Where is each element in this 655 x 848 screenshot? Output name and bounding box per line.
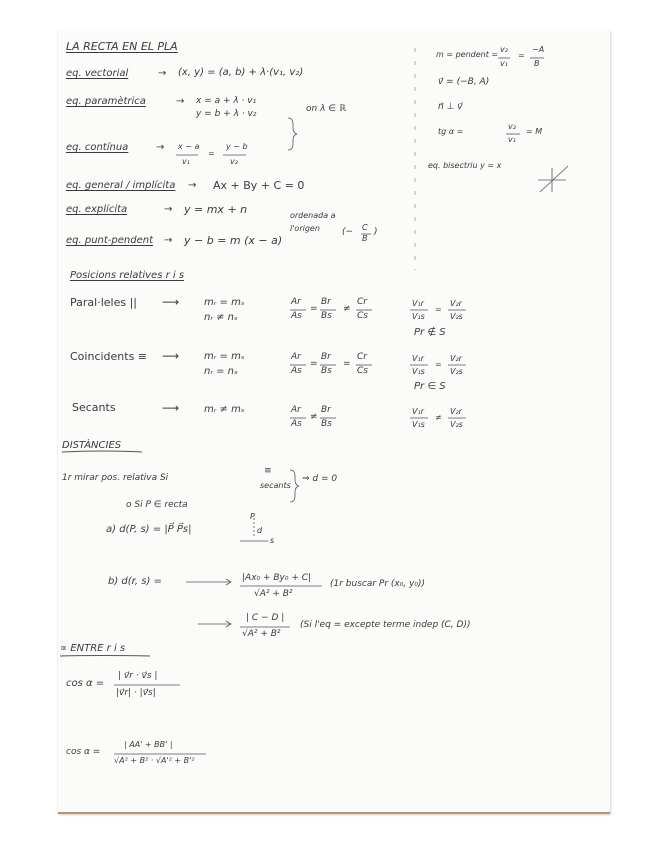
coincidents-op2: = (343, 359, 351, 369)
distances-b-num: |Ax₀ + By₀ + C| (242, 573, 312, 583)
side-tg-end: = M (526, 127, 543, 136)
secants-a-den: As (291, 419, 302, 429)
coincidents-c-den: Cs (357, 366, 368, 376)
coincidents-v1-num: V₁r (412, 354, 424, 363)
secants-vop: ≠ (435, 413, 442, 422)
eq-parametrica-label: eq. paramètrica (66, 96, 146, 107)
paraleles-line2: nᵣ ≠ nₛ (204, 312, 238, 323)
eq-explicita-label: eq. explícita (66, 204, 128, 215)
angle-cos2-den: √A² + B² · √A'² + B'² (114, 756, 195, 765)
eq-explicita-note1: ordenada a (290, 211, 336, 220)
secants-op1: ≠ (310, 412, 318, 422)
eq-vectorial-formula: (x, y) = (a, b) + λ·(v₁, v₂) (178, 67, 304, 78)
eq-parametrica-line1: x = a + λ · v₁ (196, 96, 257, 106)
eq-explicita-arrow: → (164, 204, 173, 215)
side-pendent-num: v₂ (500, 45, 508, 54)
eq-punt-pendent-arrow: → (164, 235, 173, 246)
paraleles-b-den: Bs (321, 311, 332, 321)
coincidents-line1: mᵣ = mₛ (204, 351, 245, 362)
distances-step1-b: secants (260, 481, 291, 490)
diagram-s: s (270, 536, 275, 545)
distances-step1-pre: 1r mirar pos. relativa Si (62, 473, 169, 483)
side-pendent-eq: = (518, 51, 525, 60)
side-pendent-label: m = pendent = (436, 50, 499, 59)
eq-parametrica-arrow: → (176, 96, 185, 107)
secants-v1-den: V₁s (412, 420, 425, 429)
coincidents-vop: = (435, 360, 442, 369)
secants-label: Secants (72, 401, 116, 414)
distances-c-den: √A² + B² (242, 629, 281, 639)
secants-a-num: Ar (291, 405, 301, 415)
eq-general-label: eq. general / implícita (66, 180, 176, 191)
coincidents-v2-den: V₂s (450, 367, 463, 376)
angle-cos1-label: cos α = (66, 678, 105, 689)
angle-cos2-label: cos α = (66, 747, 101, 757)
eq-general-formula: Ax + By + C = 0 (213, 179, 305, 192)
eq-continua-den2: v₂ (230, 157, 238, 166)
angle-cos2-num: | AA' + BB' | (124, 740, 173, 749)
coincidents-v2-num: V₂r (450, 354, 462, 363)
side-vector: v⃗ = (−B, A) (438, 77, 490, 87)
eq-explicita-formula: y = mx + n (184, 203, 248, 216)
distances-step2: o Si P ∈ recta (126, 500, 188, 510)
side-tg-den: v₁ (508, 135, 516, 144)
paraleles-v2-num: V₂r (450, 299, 462, 308)
distances-b-den: √A² + B² (254, 589, 293, 599)
coincidents-b-den: Bs (321, 366, 332, 376)
coincidents-op1: = (310, 359, 318, 369)
eq-explicita-num: C (362, 223, 368, 232)
side-pendent-num2: −A (532, 45, 545, 54)
distances-heading: DISTÀNCIES (62, 440, 122, 451)
angle-heading: ∝ ENTRE r i s (60, 643, 126, 654)
eq-parametrica-line2: y = b + λ · v₂ (196, 109, 257, 119)
paraleles-op2: ≠ (343, 304, 351, 314)
paraleles-v1-den: V₁s (412, 312, 425, 321)
coincidents-v1-den: V₁s (412, 367, 425, 376)
eq-punt-pendent-formula: y − b = m (x − a) (184, 234, 283, 247)
eq-continua-num1: x − a (178, 142, 200, 151)
notebook-page (58, 30, 610, 814)
distances-a: a) d(P, s) = |P⃗ P⃗s| (106, 524, 192, 535)
side-bisectriu: eq. bisectriu y = x (428, 161, 502, 170)
paraleles-extra: Pr ∉ S (414, 327, 446, 338)
paraleles-op1: = (310, 304, 318, 314)
paraleles-b-num: Br (321, 297, 331, 307)
distances-b: b) d(r, s) = (108, 576, 162, 587)
paraleles-line1: mᵣ = mₛ (204, 297, 245, 308)
coincidents-extra: Pr ∈ S (414, 381, 446, 392)
distances-b-note: (1r buscar Pr (x₀, y₀)) (330, 579, 426, 589)
paraleles-c-num: Cr (357, 297, 367, 307)
coincidents-a-num: Ar (291, 352, 301, 362)
paraleles-c-den: Cs (357, 311, 368, 321)
secants-v2-num: V₂r (450, 407, 462, 416)
angle-cos1-num: | v⃗r · v⃗s | (118, 671, 158, 681)
paraleles-v2-den: V₂s (450, 312, 463, 321)
paraleles-vop: = (435, 305, 442, 314)
page-title: LA RECTA EN EL PLA (66, 40, 178, 53)
eq-continua-num2: y − b (226, 142, 248, 151)
paraleles-label: Paral·leles || (70, 296, 137, 309)
distances-step1-post: ⇒ d = 0 (302, 474, 338, 484)
coincidents-b-num: Br (321, 352, 331, 362)
coincidents-c-num: Cr (357, 352, 367, 362)
distances-c-note: (Si l'eq = excepte terme indep (C, D)) (300, 620, 471, 630)
eq-explicita-den: B (362, 234, 368, 243)
diagram-d: d (257, 526, 263, 535)
eq-continua-label: eq. contínua (66, 142, 129, 153)
secants-v1-num: V₁r (412, 407, 424, 416)
coincidents-arrow: ⟶ (162, 349, 180, 363)
secants-arrow: ⟶ (162, 401, 180, 415)
paraleles-a-den: As (291, 311, 302, 321)
coincidents-line2: nᵣ = nₛ (204, 366, 238, 377)
paraleles-a-num: Ar (291, 297, 301, 307)
distances-c-num: | C − D | (246, 613, 285, 623)
side-pendent-den2: B (534, 59, 540, 68)
side-tg-num: v₂ (508, 122, 516, 131)
eq-continua-den1: v₁ (182, 157, 190, 166)
eq-punt-pendent-label: eq. punt-pendent (66, 235, 154, 246)
eq-vectorial-arrow: → (158, 68, 167, 79)
secants-line1: mᵣ ≠ mₛ (204, 404, 245, 415)
paraleles-v1-num: V₁r (412, 299, 424, 308)
coincidents-label: Coincidents ≡ (70, 350, 148, 363)
side-perp: n⃗ ⊥ v⃗ (438, 102, 463, 112)
eq-explicita-note2: l'origen (290, 224, 320, 233)
eq-explicita-frac-post: ) (374, 227, 378, 237)
secants-v2-den: V₂s (450, 420, 463, 429)
eq-continua-arrow: → (156, 142, 165, 153)
positions-heading: Posicions relatives r i s (70, 270, 185, 281)
angle-cos1-den: |v⃗r| · |v⃗s| (116, 688, 156, 698)
side-pendent-den: v₁ (500, 59, 508, 68)
eq-vectorial-label: eq. vectorial (66, 68, 129, 79)
eq-parametrica-suffix: on λ ∈ ℝ (306, 104, 347, 114)
diagram-point: P (250, 512, 255, 521)
paraleles-arrow: ⟶ (162, 295, 180, 309)
eq-continua-equals: = (208, 149, 215, 158)
side-tg-label: tg α = (438, 127, 464, 136)
eq-explicita-frac-pre: (− (342, 227, 354, 237)
eq-general-arrow: → (188, 180, 197, 191)
coincidents-a-den: As (291, 366, 302, 376)
secants-b-den: Bs (321, 419, 332, 429)
distances-step1-a: ≡ (264, 466, 272, 476)
secants-b-num: Br (321, 405, 331, 415)
